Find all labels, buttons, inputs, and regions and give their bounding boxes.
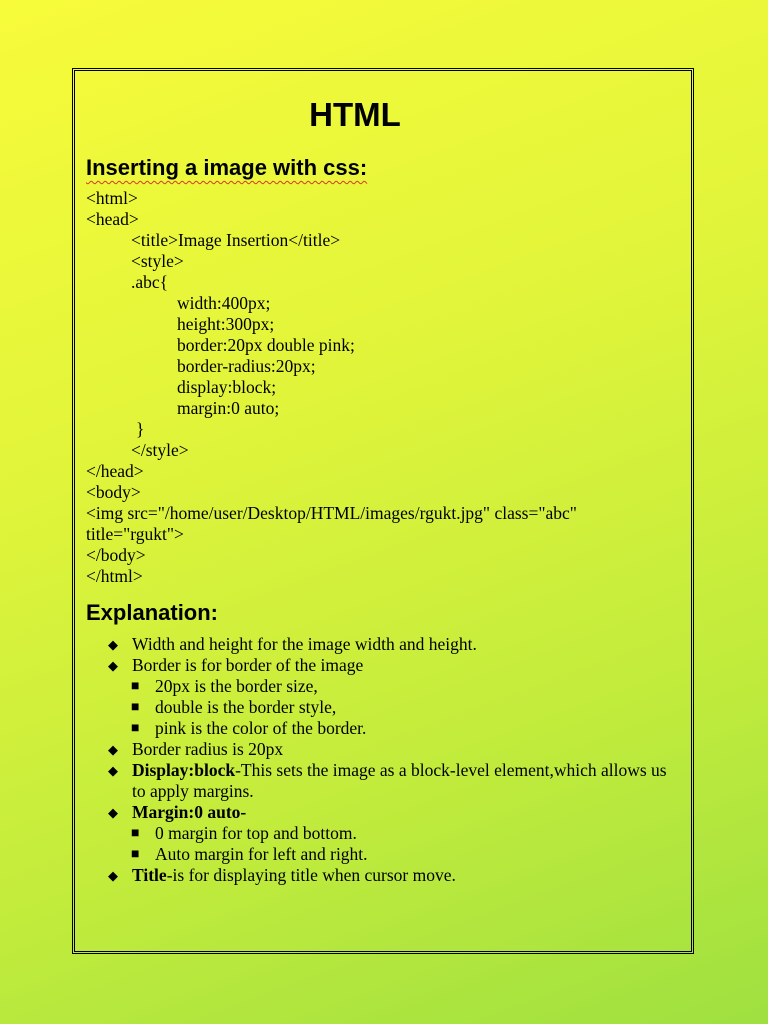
diamond-bullet-icon: ◆ [108,868,118,883]
list-item-text: Border is for border of the image [132,655,364,675]
code-line: </html> [86,566,143,586]
list-item-text: Border radius is 20px [132,739,284,759]
diamond-bullet-icon: ◆ [108,658,118,673]
list-item-text: - [240,802,247,822]
code-line: </body> [86,545,146,565]
list-item-text: -This sets the image as a block-level element,which allows us to apply margins. [132,760,667,801]
code-line: margin:0 auto; [177,398,280,418]
code-line: .abc{ [131,272,169,292]
code-line: </head> [86,461,144,481]
code-line: <body> [86,482,141,502]
square-bullet-icon: ■ [131,847,140,862]
diamond-bullet-icon: ◆ [108,763,118,778]
code-line: display:block; [177,377,277,397]
explanation-list [108,634,668,886]
list-item-text: 20px is the border size, [155,676,318,696]
square-bullet-icon: ■ [131,826,140,841]
sub-list-item [108,718,668,739]
square-bullet-icon: ■ [131,700,140,715]
square-bullet-icon: ■ [131,679,140,694]
code-line: } [136,419,145,439]
list-item-term: Margin:0 auto [132,802,241,822]
code-line: </style> [131,440,189,460]
code-line: <html> [86,188,138,208]
code-line: <img src="/home/user/Desktop/HTML/images/rgukt.jpg" class="abc" title="rgukt"> [86,503,577,544]
sub-list-item [108,844,668,865]
list-item-text: -is for displaying title when cursor move. [166,865,456,885]
code-line: height:300px; [177,314,275,334]
list-item [108,634,668,655]
list-item-text: pink is the color of the border. [155,718,367,738]
diamond-bullet-icon: ◆ [108,637,118,652]
list-item-text: double is the border style, [155,697,337,717]
diamond-bullet-icon: ◆ [108,742,118,757]
document-title: HTML [309,96,401,133]
code-line: <title>Image Insertion</title> [131,230,341,250]
code-listing [86,188,676,587]
list-item [108,802,668,823]
section-heading-inserting-image: Inserting a image with css: [86,155,368,180]
section-heading-explanation: Explanation: [86,600,219,625]
code-line: <style> [131,251,184,271]
list-item-text: 0 margin for top and bottom. [155,823,357,843]
list-item [108,739,668,760]
sub-list-item [108,823,668,844]
code-line: border:20px double pink; [177,335,355,355]
code-line: <head> [86,209,139,229]
list-item-text: Width and height for the image width and height. [132,634,477,654]
list-item [108,760,668,802]
list-item-text: Auto margin for left and right. [155,844,368,864]
diamond-bullet-icon: ◆ [108,805,118,820]
square-bullet-icon: ■ [131,721,140,736]
code-line: border-radius:20px; [177,356,316,376]
code-line: width:400px; [177,293,271,313]
list-item [108,865,668,886]
list-item-term: Title [132,865,167,885]
list-item [108,655,668,676]
sub-list-item [108,697,668,718]
list-item-term: Display:block [132,760,236,780]
sub-list-item [108,676,668,697]
